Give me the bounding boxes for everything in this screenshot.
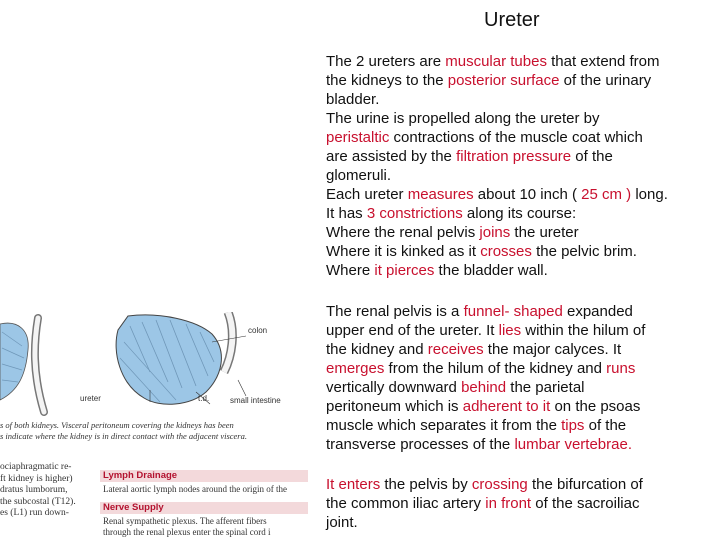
text-run: Where the renal pelvis <box>326 224 480 241</box>
highlighted-term: behind <box>461 379 507 396</box>
text-run: that extend from <box>546 53 660 70</box>
highlighted-term: receives <box>427 341 484 358</box>
text-run: about 10 inch ( <box>473 186 582 203</box>
anatomy-figure <box>0 312 308 540</box>
text-line <box>326 340 720 359</box>
text-line <box>326 71 720 90</box>
text-line <box>326 242 720 261</box>
text-run: of the urinary <box>559 72 652 89</box>
nerve-supply-heading: Nerve Supply <box>100 502 308 514</box>
text-run: It has <box>326 205 367 222</box>
text-run: joint. <box>326 514 358 531</box>
left-kidney-shape <box>0 323 28 400</box>
text-line <box>326 52 720 71</box>
text-run: glomeruli. <box>326 167 392 184</box>
highlighted-term: funnel- shaped <box>463 303 563 320</box>
figure-caption: s of both kidneys. Visceral peritoneum covering the kidneys has been s indicate where the kidney is in direct contact with the adjacent viscera. <box>0 420 247 441</box>
paragraph <box>326 52 720 280</box>
text-run: the major calyces. It <box>483 341 622 358</box>
page-title: Ureter <box>484 9 540 31</box>
text-run: the common iliac artery <box>326 495 486 512</box>
text-line <box>326 128 720 147</box>
text-run: the kidneys to the <box>326 72 448 89</box>
highlighted-term: lumbar vertebrae. <box>514 436 632 453</box>
text-line <box>326 261 720 280</box>
text-line <box>326 494 720 513</box>
text-line <box>326 435 720 454</box>
highlighted-term: runs <box>606 360 636 377</box>
text-run: long. <box>631 186 668 203</box>
text-line <box>326 223 720 242</box>
text-run: from the hilum of the kidney and <box>384 360 607 377</box>
highlighted-term: crosses <box>480 243 532 260</box>
text-line <box>326 475 720 494</box>
text-run: the bladder wall. <box>434 262 548 279</box>
nerve-supply-text: Renal sympathetic plexus. The afferent fibers through the renal plexus enter the spinal cord i <box>103 516 271 537</box>
text-run: the pelvis by <box>380 476 472 493</box>
text-line <box>326 166 720 185</box>
text-run: the pelvic brim. <box>531 243 637 260</box>
text-run: expanded <box>562 303 633 320</box>
highlighted-term: It enters <box>326 476 381 493</box>
text-line <box>326 416 720 435</box>
text-run: the kidney and <box>326 341 428 358</box>
text-run: The renal pelvis is a <box>326 303 464 320</box>
highlighted-term: joins <box>479 224 511 241</box>
text-run: the parietal <box>506 379 585 396</box>
text-run: of the sacroiliac <box>531 495 640 512</box>
highlighted-term: filtration pressure <box>456 148 572 165</box>
text-run: of the <box>571 148 613 165</box>
highlighted-term: muscular tubes <box>445 53 547 70</box>
text-run: the bifurcation of <box>527 476 643 493</box>
text-line <box>326 185 720 204</box>
small-intestine-label: small intestine <box>230 396 281 405</box>
text-line <box>326 302 720 321</box>
text-run: muscle which separates it from the <box>326 417 562 434</box>
lymph-drainage-heading: Lymph Drainage <box>100 470 308 482</box>
text-line <box>326 204 720 223</box>
lymph-drainage-text: Lateral aortic lymph nodes around the origin of the <box>103 484 287 494</box>
text-line <box>326 90 720 109</box>
highlighted-term: measures <box>407 186 474 203</box>
text-run: Each ureter <box>326 186 408 203</box>
highlighted-term: lies <box>498 322 522 339</box>
text-run: within the hilum of <box>521 322 646 339</box>
highlighted-term: peristaltic <box>326 129 390 146</box>
highlighted-term: crossing <box>471 476 528 493</box>
text-run: on the psoas <box>550 398 641 415</box>
highlighted-term: adherent to it <box>462 398 551 415</box>
highlighted-term: 25 cm ) <box>581 186 632 203</box>
text-run: contractions of the muscle coat which <box>389 129 643 146</box>
text-line <box>326 378 720 397</box>
text-run: bladder. <box>326 91 380 108</box>
text-run: are assisted by the <box>326 148 457 165</box>
highlighted-term: in front <box>485 495 532 512</box>
text-run: Where <box>326 262 375 279</box>
text-line <box>326 397 720 416</box>
text-run: along its course: <box>462 205 577 222</box>
text-line <box>326 321 720 340</box>
text-run: the ureter <box>510 224 579 241</box>
paragraph <box>326 475 720 532</box>
paragraph <box>326 302 720 454</box>
side-text: ociaphragmatic re- ft kidney is higher) dratus lumborum, the subcostal (T12). es (L1) run down- <box>0 462 76 518</box>
highlighted-term: tips <box>561 417 585 434</box>
text-run: The urine is propelled along the ureter by <box>326 110 600 127</box>
text-line <box>326 359 720 378</box>
text-run: Where it is kinked as it <box>326 243 481 260</box>
text-line <box>326 513 720 532</box>
highlighted-term: emerges <box>326 360 385 377</box>
highlighted-term: 3 constrictions <box>366 205 463 222</box>
text-run: of the <box>584 417 627 434</box>
right-kidney-shape <box>116 315 221 404</box>
text-line <box>326 147 720 166</box>
text-run: The 2 ureters are <box>326 53 446 70</box>
highlighted-term: it pierces <box>374 262 435 279</box>
colon-label: colon <box>248 326 268 335</box>
text-run: vertically downward <box>326 379 462 396</box>
text-run: peritoneum which is <box>326 398 463 415</box>
ureter-label: ureter <box>80 394 101 403</box>
td-label: t.d. <box>198 394 210 403</box>
text-run: upper end of the ureter. It <box>326 322 499 339</box>
highlighted-term: posterior surface <box>447 72 560 89</box>
text-line <box>326 109 720 128</box>
text-run: transverse processes of the <box>326 436 515 453</box>
